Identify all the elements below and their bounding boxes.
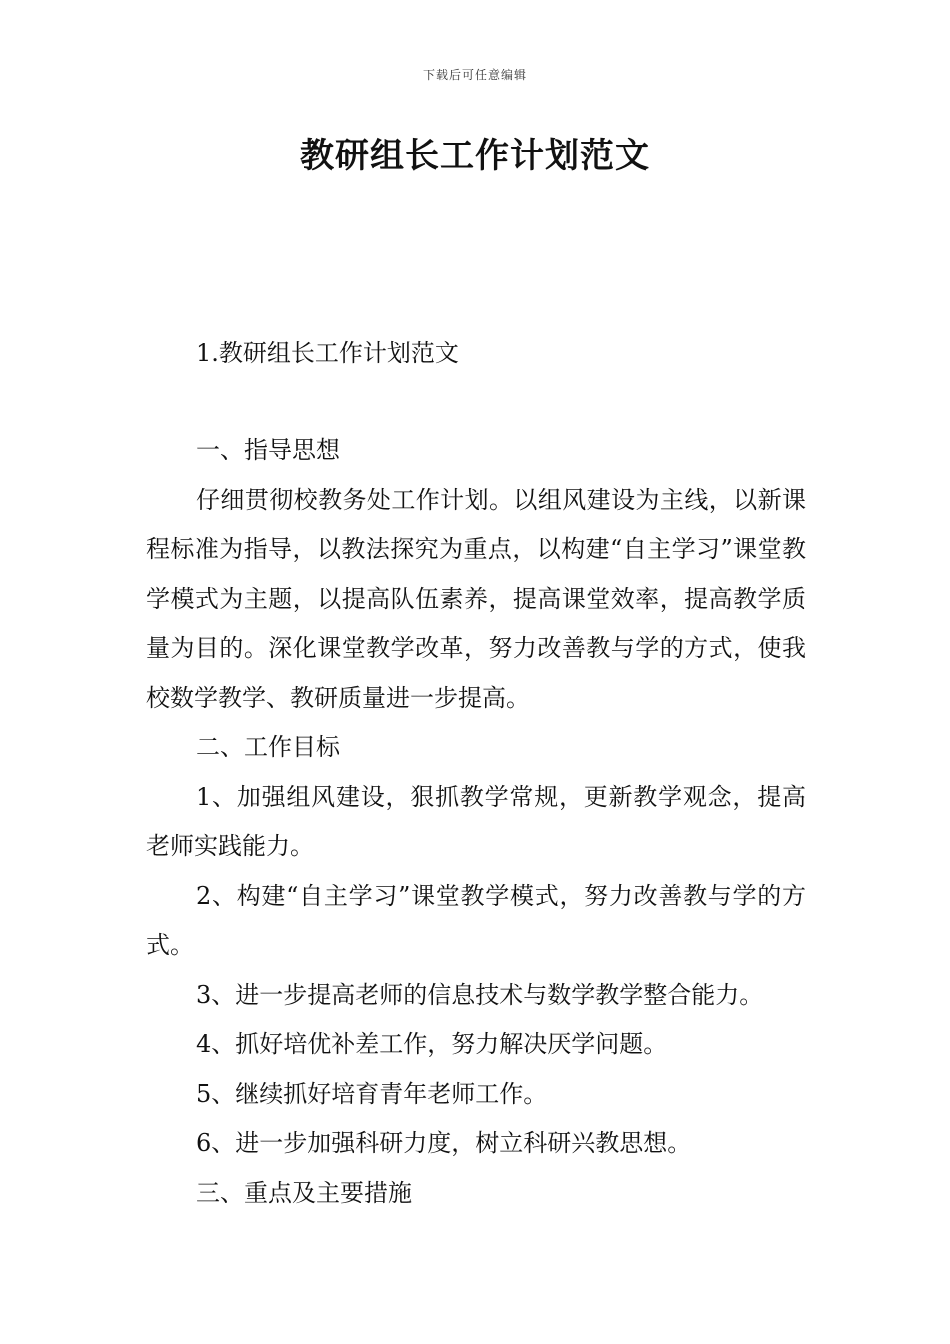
goal-item-2: 2、构建“自主学习”课堂教学模式，努力改善教与学的方式。	[146, 881, 806, 959]
section-title: 1.教研组长工作计划范文	[196, 339, 459, 367]
document-title: 教研组长工作计划范文	[300, 136, 650, 176]
goal-item-4: 4、抓好培优补差工作，努力解决厌学问题。	[196, 1030, 668, 1058]
goal-item-6: 6、进一步加强科研力度，树立科研兴教思想。	[196, 1129, 692, 1157]
goal-item-5: 5、继续抓好培育青年老师工作。	[196, 1079, 548, 1108]
header-note: 下载后可任意编辑	[422, 68, 527, 82]
heading-guiding-ideology: 一、指导思想	[196, 436, 340, 464]
document-body	[146, 426, 806, 1218]
paragraph-guiding-ideology: 仔细贯彻校教务处工作计划。以组风建设为主线，以新课程标准为指导，以教法探究为重点，以构建“自主学习”课堂教学模式为主题，以提高队伍素养，提高课堂效率，提高教学质量为目的。深化课堂教学改革，努力改善教与学的方式，使我校数学教学、教研质量进一步提高。	[146, 485, 806, 712]
goal-item-3: 3、进一步提高老师的信息技术与数学教学整合能力。	[196, 980, 764, 1009]
heading-key-measures: 三、重点及主要措施	[196, 1178, 412, 1207]
goal-item-1: 1、加强组风建设，狠抓教学常规，更新教学观念，提高老师实践能力。	[146, 782, 806, 860]
heading-work-goals: 二、工作目标	[196, 733, 340, 761]
